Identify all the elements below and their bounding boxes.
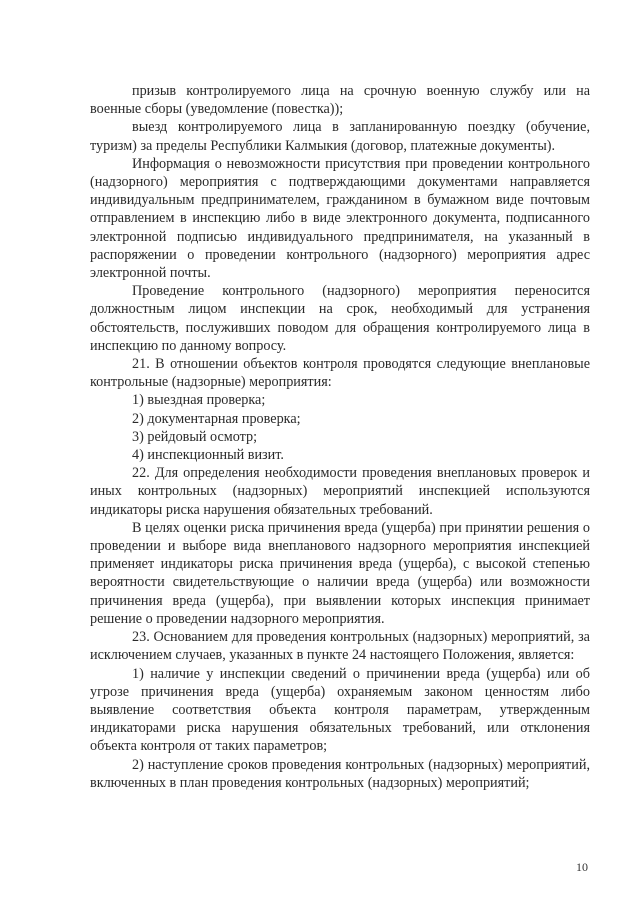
list-item-inspection-visit: 4) инспекционный визит.: [132, 447, 284, 464]
paragraph-trip: выезд контролируемого лица в запланированную поездку (обучение, туризм) за пределы Республики Калмыкия (договор, платежные документы).: [90, 119, 590, 154]
page-number: 10: [576, 860, 588, 874]
list-item-onsite-inspection: 1) выездная проверка;: [132, 392, 266, 409]
paragraph-absence-info: Информация о невозможности присутствия при проведении контрольного (надзорного) мероприятия с подтверждающими документами направляется индивидуальным предпринимателем, гражданином в бумажном виде почтовым отправлением в инспекцию либо в виде электронного документа, подписанного электронной подписью индивидуального предпринимателя, на указанный в распоряжении о проведении контрольного (надзорного) мероприятия адрес электронной почты.: [90, 155, 590, 282]
list-item-raid-inspection: 3) рейдовый осмотр;: [132, 428, 258, 445]
paragraph-postponement: Проведение контрольного (надзорного) мероприятия переносится должностным лицом инспекции на срок, необходимый для устранения обстоятельств, послуживших поводом для обращения контролируемого лица в инспекцию по данному вопросу.: [90, 283, 590, 354]
list-item-documentary-inspection: 2) документарная проверка;: [132, 410, 301, 427]
paragraph-clause-23: 23. Основанием для проведения контрольных (надзорных) мероприятий, за исключением случаев, указанных в пункте 24 настоящего Положения, является:: [90, 629, 590, 664]
paragraph-clause-22: 22. Для определения необходимости проведения внеплановых проверок и иных контрольных (надзорных) мероприятий инспекцией используются индикаторы риска нарушения обязательных требований.: [90, 465, 590, 518]
list-item-grounds-1: 1) наличие у инспекции сведений о причинении вреда (ущерба) или об угрозе причинения вреда (ущерба) охраняемым законом ценностям либо выявление соответствия объекта контроля параметрам, утвержденным индикаторами риска нарушения обязательных требований, или отклонения объекта контроля от таких параметров;: [90, 665, 590, 755]
paragraph-clause-21: 21. В отношении объектов контроля проводятся следующие внеплановые контрольные (надзорные) мероприятия:: [90, 356, 590, 391]
paragraph-risk-assessment: В целях оценки риска причинения вреда (ущерба) при принятии решения о проведении и выборе вида внепланового надзорного мероприятия инспекцией применяет индикаторы риска причинения вреда (ущерба), с высокой степенью вероятности свидетельствующие о наличии вреда (ущерба) или возможности причинения вреда (ущерба), при выявлении которых инспекция принимает решение о проведении надзорного мероприятия.: [90, 519, 590, 627]
document-body: [90, 82, 590, 792]
list-item-grounds-2: 2) наступление сроков проведения контрольных (надзорных) мероприятий, включенных в план проведения контрольных (надзорных) мероприятий;: [90, 756, 590, 791]
paragraph-conscription: призыв контролируемого лица на срочную военную службу или на военные сборы (уведомление (повестка));: [90, 83, 590, 118]
